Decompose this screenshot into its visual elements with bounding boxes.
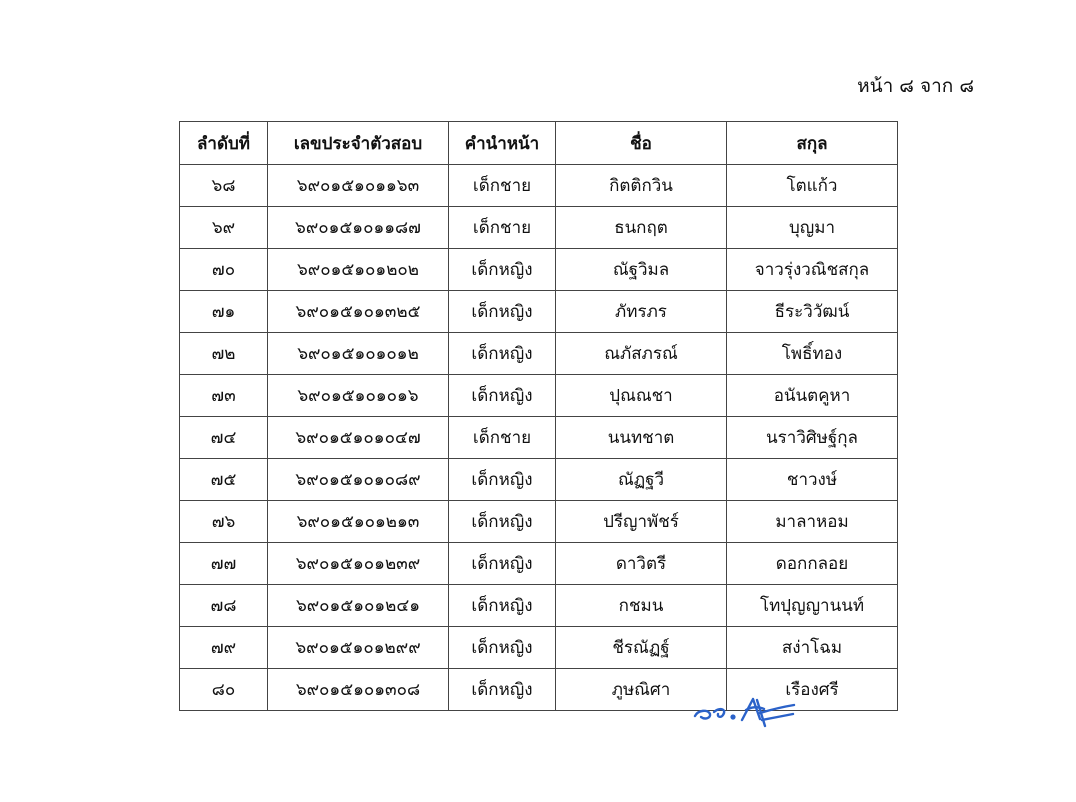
cell-title: เด็กหญิง	[449, 585, 556, 627]
cell-title: เด็กหญิง	[449, 375, 556, 417]
cell-exam-id: ๖๙๐๑๕๑๐๑๐๘๙	[268, 459, 449, 501]
cell-title: เด็กหญิง	[449, 669, 556, 711]
cell-first-name: ธนกฤต	[556, 207, 727, 249]
page-number: หน้า ๘ จาก ๘	[857, 75, 974, 97]
cell-title: เด็กหญิง	[449, 543, 556, 585]
cell-exam-id: ๖๙๐๑๕๑๐๑๐๑๒	[268, 333, 449, 375]
table-row	[180, 417, 898, 459]
cell-exam-id: ๖๙๐๑๕๑๐๑๑๖๓	[268, 165, 449, 207]
cell-title: เด็กหญิง	[449, 249, 556, 291]
cell-exam-id: ๖๙๐๑๕๑๐๑๐๑๖	[268, 375, 449, 417]
cell-exam-id: ๖๙๐๑๕๑๐๑๒๑๓	[268, 501, 449, 543]
header-surname: สกุล	[727, 122, 898, 165]
cell-order: ๗๙	[180, 627, 268, 669]
cell-order: ๖๙	[180, 207, 268, 249]
cell-surname: อนันตคูหา	[727, 375, 898, 417]
cell-surname: โทปุญญานนท์	[727, 585, 898, 627]
cell-title: เด็กหญิง	[449, 459, 556, 501]
cell-order: ๗๔	[180, 417, 268, 459]
header-exam-id: เลขประจำตัวสอบ	[268, 122, 449, 165]
cell-order: ๘๐	[180, 669, 268, 711]
cell-title: เด็กหญิง	[449, 501, 556, 543]
cell-order: ๗๘	[180, 585, 268, 627]
cell-title: เด็กชาย	[449, 165, 556, 207]
header-title: คำนำหน้า	[449, 122, 556, 165]
cell-surname: สง่าโฉม	[727, 627, 898, 669]
cell-surname: โตแก้ว	[727, 165, 898, 207]
cell-exam-id: ๖๙๐๑๕๑๐๑๐๔๗	[268, 417, 449, 459]
table-row	[180, 207, 898, 249]
cell-exam-id: ๖๙๐๑๕๑๐๑๓๒๕	[268, 291, 449, 333]
cell-exam-id: ๖๙๐๑๕๑๐๑๒๐๒	[268, 249, 449, 291]
header-first-name: ชื่อ	[556, 122, 727, 165]
cell-surname: บุญมา	[727, 207, 898, 249]
cell-first-name: ปรีญาพัชร์	[556, 501, 727, 543]
table-header-row	[180, 122, 898, 165]
table-row	[180, 585, 898, 627]
handwritten-signature-icon	[690, 690, 802, 738]
cell-order: ๗๓	[180, 375, 268, 417]
cell-title: เด็กชาย	[449, 207, 556, 249]
cell-exam-id: ๖๙๐๑๕๑๐๑๒๔๑	[268, 585, 449, 627]
cell-order: ๗๒	[180, 333, 268, 375]
table-row	[180, 291, 898, 333]
cell-surname: ธีระวิวัฒน์	[727, 291, 898, 333]
cell-surname: เรืองศรี	[727, 669, 898, 711]
cell-surname: จาวรุ่งวณิชสกุล	[727, 249, 898, 291]
table-row	[180, 333, 898, 375]
cell-title: เด็กหญิง	[449, 627, 556, 669]
table-row	[180, 501, 898, 543]
header-order: ลำดับที่	[180, 122, 268, 165]
cell-order: ๗๗	[180, 543, 268, 585]
cell-first-name: ชีรณัฏฐ์	[556, 627, 727, 669]
cell-surname: นราวิศิษฐ์กุล	[727, 417, 898, 459]
cell-first-name: ณัฐวิมล	[556, 249, 727, 291]
table-body	[180, 165, 898, 711]
cell-first-name: ดาวิตรี	[556, 543, 727, 585]
cell-first-name: ภูษณิศา	[556, 669, 727, 711]
cell-first-name: ปุณณชา	[556, 375, 727, 417]
table-row	[180, 375, 898, 417]
student-roster-table	[179, 121, 898, 711]
cell-order: ๗๐	[180, 249, 268, 291]
cell-title: เด็กหญิง	[449, 291, 556, 333]
cell-order: ๗๑	[180, 291, 268, 333]
cell-order: ๗๖	[180, 501, 268, 543]
cell-surname: ดอกกลอย	[727, 543, 898, 585]
cell-first-name: ณัฏฐวี	[556, 459, 727, 501]
cell-first-name: นนทชาต	[556, 417, 727, 459]
cell-order: ๖๘	[180, 165, 268, 207]
cell-surname: มาลาหอม	[727, 501, 898, 543]
cell-first-name: กิตติกวิน	[556, 165, 727, 207]
cell-exam-id: ๖๙๐๑๕๑๐๑๑๘๗	[268, 207, 449, 249]
table-row	[180, 459, 898, 501]
cell-exam-id: ๖๙๐๑๕๑๐๑๒๓๙	[268, 543, 449, 585]
cell-title: เด็กหญิง	[449, 333, 556, 375]
cell-surname: ชาวงษ์	[727, 459, 898, 501]
cell-first-name: ณภัสภรณ์	[556, 333, 727, 375]
table-row	[180, 249, 898, 291]
cell-surname: โพธิ์ทอง	[727, 333, 898, 375]
table-row	[180, 543, 898, 585]
cell-order: ๗๕	[180, 459, 268, 501]
cell-first-name: ภัทรภร	[556, 291, 727, 333]
table-row	[180, 165, 898, 207]
cell-exam-id: ๖๙๐๑๕๑๐๑๓๐๘	[268, 669, 449, 711]
cell-exam-id: ๖๙๐๑๕๑๐๑๒๙๙	[268, 627, 449, 669]
cell-title: เด็กชาย	[449, 417, 556, 459]
table-row	[180, 627, 898, 669]
cell-first-name: กชมน	[556, 585, 727, 627]
